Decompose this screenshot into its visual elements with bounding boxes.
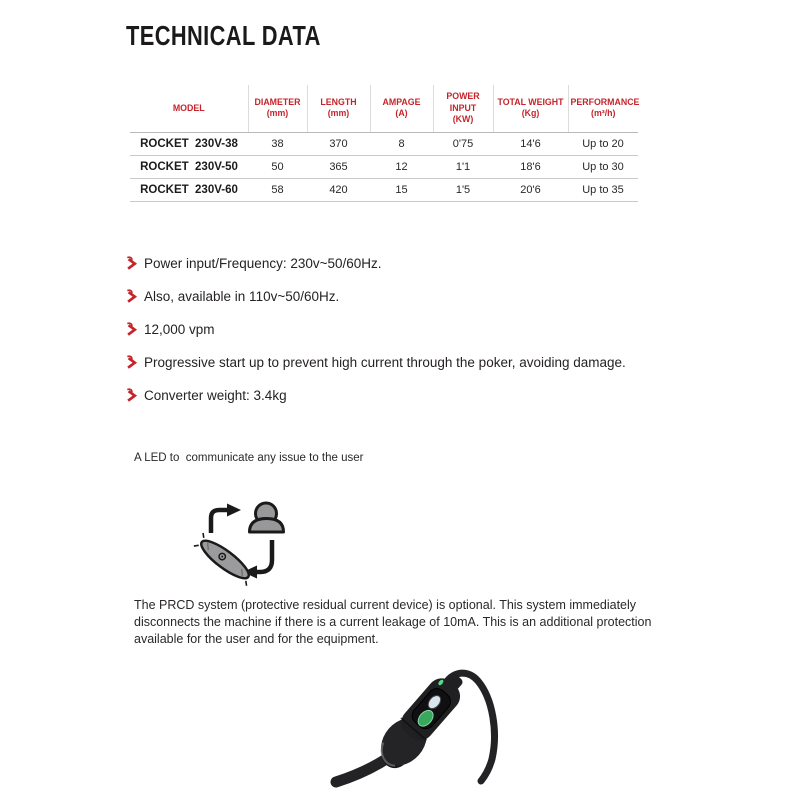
col-header-diameter: DIAMETER (mm): [248, 85, 307, 132]
value-cell: 8: [370, 132, 433, 155]
red-chevron-icon: [126, 322, 137, 336]
col-header-power-input: POWER INPUT (KW): [433, 85, 493, 132]
col-header-length: LENGTH (mm): [307, 85, 370, 132]
model-cell: ROCKET 230V-60: [130, 178, 248, 201]
red-chevron-icon: [126, 388, 137, 402]
value-cell: 50: [248, 155, 307, 178]
bullet-text: Also, available in 110v~50/60Hz.: [144, 288, 340, 304]
table-header-row: [130, 85, 638, 132]
value-cell: 14'6: [493, 132, 568, 155]
col-header-performance: PERFORMANCE (m³/h): [568, 85, 638, 132]
prcd-paragraph: [134, 597, 651, 648]
device-body: [370, 665, 475, 777]
poker-icon: [193, 533, 257, 587]
page-title: TECHNICAL DATA: [126, 20, 321, 51]
red-chevron-icon: [126, 289, 137, 303]
col-header-ampage: AMPAGE (A): [370, 85, 433, 132]
model-cell: ROCKET 230V-50: [130, 155, 248, 178]
technical-data-table: [130, 85, 638, 202]
bullet-text: 12,000 vpm: [144, 321, 215, 337]
value-cell: 20'6: [493, 178, 568, 201]
value-cell: 0'75: [433, 132, 493, 155]
value-cell: 38: [248, 132, 307, 155]
prcd-line: The PRCD system (protective residual current device) is optional. This system immediately: [134, 598, 637, 612]
device-user-communication-graphic: [182, 486, 322, 596]
person-icon: [250, 503, 284, 532]
table-row: [130, 178, 638, 201]
bullet-text: Progressive start up to prevent high current through the poker, avoiding damage.: [144, 354, 626, 370]
value-cell: 18'6: [493, 155, 568, 178]
value-cell: 1'5: [433, 178, 493, 201]
feature-list: [126, 256, 626, 421]
bullet-text: Converter weight: 3.4kg: [144, 387, 287, 403]
prcd-line: disconnects the machine if there is a current leakage of 10mA. This is an additional protection: [134, 615, 652, 629]
value-cell: 12: [370, 155, 433, 178]
list-item: [126, 322, 626, 336]
value-cell: 58: [248, 178, 307, 201]
value-cell: 15: [370, 178, 433, 201]
value-cell: Up to 20: [568, 132, 638, 155]
table-row: [130, 132, 638, 155]
col-header-total-weight: TOTAL WEIGHT (Kg): [493, 85, 568, 132]
red-chevron-icon: [126, 256, 137, 270]
table-row: [130, 155, 638, 178]
value-cell: 370: [307, 132, 370, 155]
list-item: [126, 388, 626, 402]
red-chevron-icon: [126, 355, 137, 369]
value-cell: 365: [307, 155, 370, 178]
list-item: [126, 289, 626, 303]
led-note: A LED to communicate any issue to the user: [134, 452, 364, 464]
col-header-model: MODEL: [130, 85, 248, 132]
value-cell: 1'1: [433, 155, 493, 178]
value-cell: 420: [307, 178, 370, 201]
list-item: [126, 256, 626, 270]
value-cell: Up to 30: [568, 155, 638, 178]
curved-arrow-right-icon: [211, 504, 241, 534]
list-item: [126, 355, 626, 369]
prcd-line: available for the user and for the equipment.: [134, 632, 379, 646]
model-cell: ROCKET 230V-38: [130, 132, 248, 155]
value-cell: Up to 35: [568, 178, 638, 201]
bullet-text: Power input/Frequency: 230v~50/60Hz.: [144, 255, 382, 271]
prcd-device-photo: [300, 655, 530, 800]
